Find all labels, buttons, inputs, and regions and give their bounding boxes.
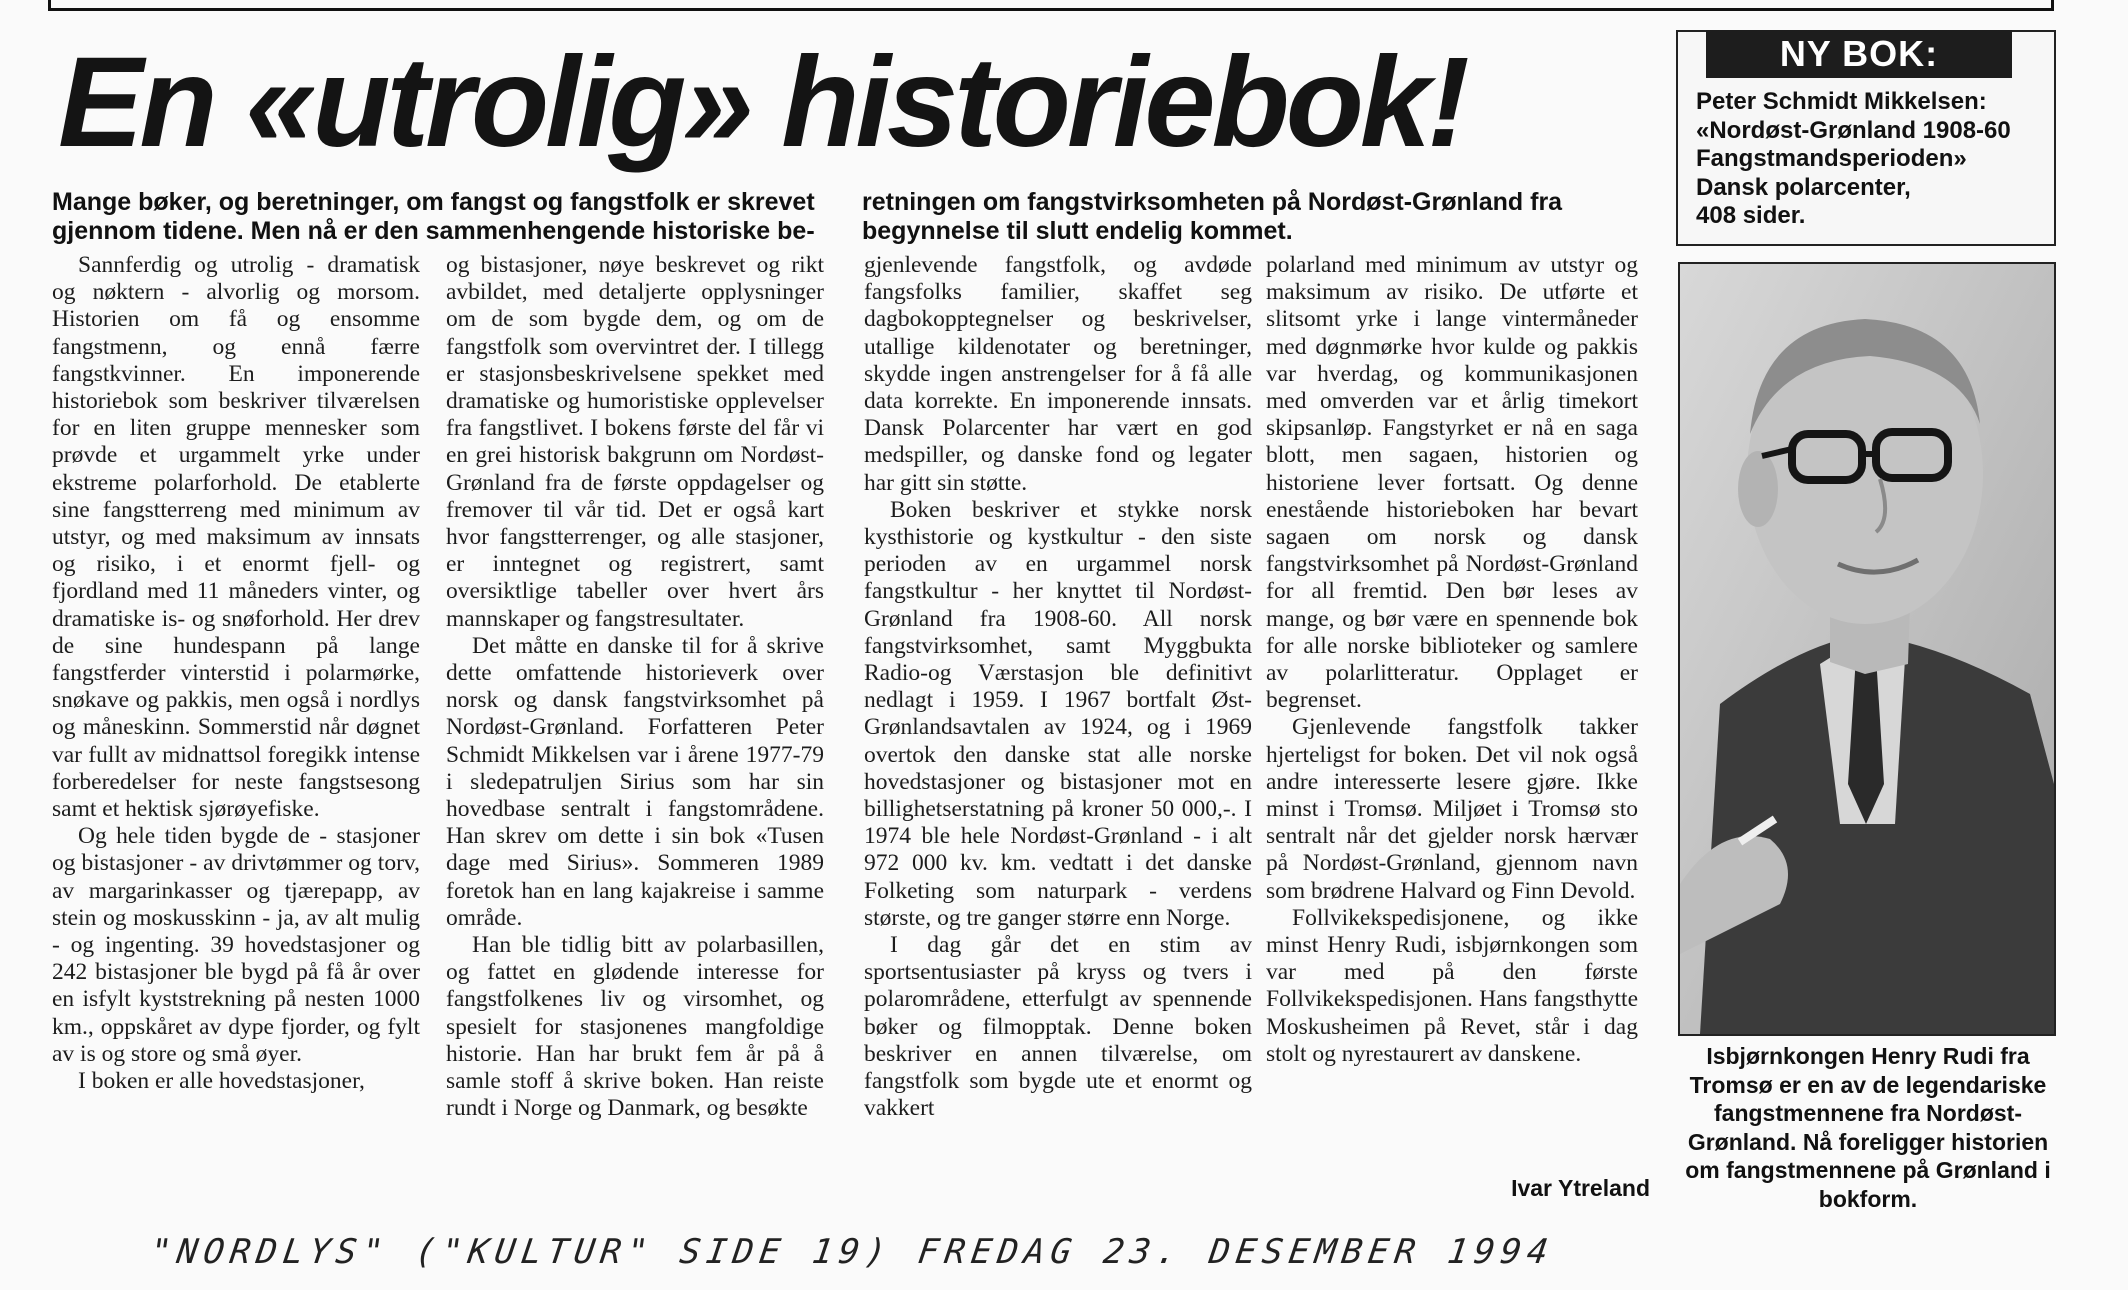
article-ingress-part-2: retningen om fangstvirksomheten på Nordøst-Grønland fra begynnelse til slutt endelig kommet. [862,188,1563,245]
paragraph: I boken er alle hovedstasjoner, [78,1068,365,1095]
photo-caption: Isbjørnkongen Henry Rudi fra Tromsø er en av de legendariske fangstmennene fra Nordøst-Grønland. Nå foreligger historien om fangstmennene på Grønland i bokform. [1685,1043,2051,1212]
portrait-photo [1678,262,2056,1036]
paragraph: Sannferdig og utrolig - dramatisk og nøktern - alvorlig og morsom. Historien om få og ensomme fangstmenn, og ennå færre fangstkvinner. En imponerende historiebok som beskriver tilværelsen for en liten gruppe mennesker som prøvde et urgammelt yrke under ekstreme polarforhold. De etablerte sine fangstterreng med minimum av utstyr, og med maksimum av innsats og risiko, i et enormt fjell- og fjordland med 11 måneders vinter, og dramatiske is- og snøforhold. Her drev de sine hundespann på lange fangstferder vinterstid i polarmørke, snøkave og pakkis, men også i nordlys og måneskinn. Sommerstid når døgnet var fullt av midnattsol foregikk intense forberedelser for neste fangstsesong samt et hektisk sjørøyefiske. [52,252,420,823]
article-byline: Ivar Ytreland [1511,1175,1650,1201]
paragraph: Og hele tiden bygde de - stasjoner og bistasjoner - av drivtømmer og torv, av margarinkasser og tjærepapp, av stein og moskusskinn - ja, av alt mulig - og ingenting. 39 hovedstasjoner og 242 bistasjoner ble bygd på få år over en isfylt kyststrekning på nesten 1000 km., oppskåret av dype fjorder, og fylt av is og store og små øyer. [52,823,420,1067]
paragraph: I dag går det en stim av sportsentusiaster på kryss og tvers i polarområdene, etterfulgt av spennende bøker og filmopptak. Denne boken beskriver en annen tilværelse, om fangstfolk som bygde ute et enormt og vakkert [864,932,1252,1122]
paragraph: Boken beskriver et stykke norsk kysthistorie og kystkultur - den siste perioden av en urgammel norsk fangstkultur - her knyttet til Nordøst-Grønland fra 1908-60. All norsk fangstvirksomhet, samt Myggbukta Radio-og Værstasjon ble definitivt nedlagt i 1959. I 1967 bortfalt Øst-Grønlandsavtalen av 1924, og i 1969 overtok den danske stat alle norske hovedstasjoner og bistasjoner mot en billighetserstatning på kroner 50 000,-. I 1974 ble hele Nordøst-Grønland - i alt 972 000 kv. km. vedtatt i det danske Folketing som naturpark - verdens største, og tre ganger større enn Norge. [864,496,1252,931]
paragraph: polarland med minimum av utstyr og maksimum av risiko. De utførte et slitsomt yrke i lange vintermåneder med døgnmørke hvor kulde og pakkis var hverdag, og kommunikasjonen med omverden var et årlig timekort skipsanløp. Fangstyrket er nå en saga blott, men sagaen, historien og historiene lever fortsatt. Og denne enestående historieboken har bevart sagaen om norsk og dansk fangstvirksomhet på Nordøst-Grønland for all fremtid. Den bør leses av mange, og bør være en spennende bok for alle norske biblioteker og samlere av polarlitteratur. Opplaget er begrenset. [1266,252,1638,714]
article-column-2 [446,252,824,1210]
book-detail-line: Fangstmandsperioden» [1696,145,1967,172]
paragraph: og bistasjoner, nøye beskrevet og rikt avbildet, med detaljerte opplysninger om de som bygde dem, og om de fangstfolk som overvintret der. I tillegg er stasjonsbeskrivelsene spekket med dramatiske og humoristiske opplevelser fra fangstlivet. I bokens første del får vi en grei historisk bakgrunn om Nordøst-Grønland fra de første oppdagelser og fremover til vår tid. Det er også kart hvor fangstterrenger, og alle stasjoner, er inntegnet og registrert, samt oversiktlige tabeller over hvert års mannskaper og fangstresultater. [446,252,824,632]
paragraph: Han ble tidlig bitt av polarbasillen, og fattet en glødende interesse for fangstfolkenes liv og virsomhet, og spesielt for stasjonenes mangfoldige historie. Han har brukt fem år på å samle stoff å skrive boken. Han reiste rundt i Norge og Danmark, og besøkte [446,932,824,1122]
handwritten-source-note: "NORDLYS" ("KULTUR" SIDE 19) FREDAG 23. DESEMBER 1994 [147,1232,1557,1272]
paragraph: gjenlevende fangstfolk, og avdøde fangsfolks familier, skaffet seg dagbokopptegnelser og beskrivelser, utallige kildenotater og beretninger, skydde ingen anstrengelser for å få alle data korrekte. En imponerende innsats. Dansk Polarcenter har vært en god medspiller, og danske fond og legater har gitt sin støtte. [864,252,1252,496]
article-ingress-part-1: Mange bøker, og beretninger, om fangst og fangstfolk er skrevet gjennom tidene. Men nå er den sammenhengende historiske be- [52,188,815,245]
book-detail-line: 408 sider. [1696,202,1806,229]
paragraph: Gjenlevende fangstfolk takker hjerteligst for boken. Det vil nok også andre interesserte lesere gjøre. Ikke minst i Tromsø. Miljøet i Tromsø sto sentralt når det gjelder norsk hærvær på Nordøst-Grønland, gjennom navn som brødrene Halvard og Finn Devold. [1266,714,1638,904]
paragraph: Follvikekspedisjonene, og ikke minst Henry Rudi, isbjørnkongen som var med på den første Follvikekspedisjonen. Hans fangsthytte Moskusheimen på Revet, står i dag stolt og nyrestaurert av danskene. [1266,904,1638,1067]
article-headline: En «utrolig» historiebok! [58,31,1466,174]
new-book-badge: NY BOK: [1706,30,2012,78]
article-column-3 [864,252,1252,1210]
book-detail-line: Peter Schmidt Mikkelsen: [1696,88,1987,115]
portrait-illustration [1680,264,2054,1034]
book-detail-line: Dansk polarcenter, [1696,173,1911,201]
paragraph: Det måtte en danske til for å skrive dette omfattende historieverk over norsk og dansk fangstvirksomhet på Nordøst-Grønland. Forfatteren Peter Schmidt Mikkelsen var i årene 1977-79 i sledepatruljen Sirius som har sin hovedbase sentralt i fangstområdene. Han skrev om dette i sin bok «Tusen dage med Sirius». Sommeren 1989 foretok han en lang kajakreise i samme område. [446,632,824,931]
article-column-4 [1266,252,1638,1210]
article-column-1 [52,252,420,1210]
top-border-rule [48,0,2054,11]
book-detail-line: «Nordøst-Grønland 1908-60 [1696,116,2011,144]
book-details [1696,88,2041,231]
